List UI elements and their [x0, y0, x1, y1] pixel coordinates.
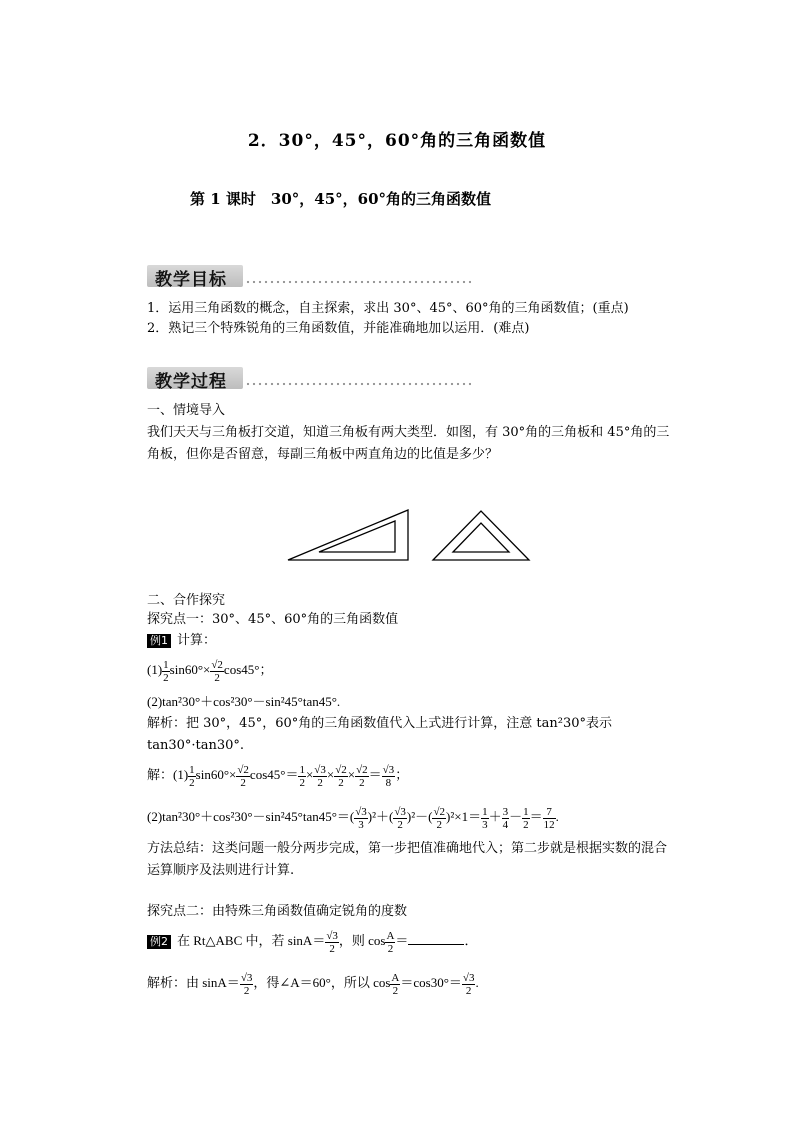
goal-item-1: 1．运用三角函数的概念，自主探索，求出 30°、45°、60°角的三角函数值；(重点): [147, 301, 629, 316]
example1-heading: [147, 632, 216, 650]
analysis-2: 解析：由 sinA＝ $\frac{√3}{2}$ ，得∠A＝60°，所以 cos $\frac{A}{2}$ ＝cos30°＝ $\frac{√3}{2}$ .: [147, 971, 479, 997]
lesson-subtitle: 第 1 课时 30°，45°，60°角的三角函数值: [190, 190, 492, 208]
solution-1: 解：(1) $\frac{1}{2}$ sin60°× $\frac{√2}{2}$ cos45°＝ $\frac{1}{2}$ × $\frac{√3}{2}$ × $\frac{√2}{2}$ × $\frac{√2}{2}$ ＝ $\frac{√3}{8}$ ；: [147, 763, 409, 789]
example1-q1: (1) $\frac{1}{2}$ sin60°× $\frac{√2}{2}$ cos45°；: [147, 658, 273, 684]
triangle-45-icon: [433, 511, 529, 560]
section-banner-process: [147, 367, 473, 391]
triangle-30-icon: [288, 510, 408, 560]
banner-label: 教学目标: [155, 270, 227, 290]
section-banner-goals: [147, 265, 473, 289]
example1-q2: (2)tan²30°＋cos²30°－sin²45°tan45°.: [147, 694, 341, 709]
point2-heading: 探究点二：由特殊三角函数值确定锐角的度数: [147, 904, 408, 919]
banner-label: 教学过程: [155, 372, 227, 392]
analysis-1: 解析：把 30°，45°，60°角的三角函数值代入上式进行计算，注意 tan²30°表示 tan30°·tan30°.: [147, 716, 612, 753]
example-tag: 例1: [147, 634, 171, 648]
part1-paragraph: 我们天天与三角板打交道，知道三角板有两大类型．如图，有 30°角的三角板和 45°角的三角板，但你是否留意，每副三角板中两直角边的比值是多少？: [147, 425, 670, 462]
set-squares-figure: [285, 505, 545, 565]
part1-heading: 一、情境导入: [147, 403, 226, 418]
point1-heading: 探究点一：30°、45°、60°角的三角函数值: [147, 612, 399, 627]
answer-blank: [408, 944, 464, 945]
banner-dotted-rule: [245, 280, 471, 284]
example-tag: 例2: [147, 935, 171, 949]
solution-2: (2)tan²30°＋cos²30°－sin²45°tan45°＝( $\frac{√3}{3}$ )²＋( $\frac{√3}{2}$ )²－( $\frac{√2}{2}$ )²×1＝ $\frac{1}{3}$ ＋ $\frac{3}{4}$ － $\frac{1}{2}$ ＝ $\frac{7}{12}$ .: [147, 805, 559, 831]
example2-question: 例2 在 Rt△ABC 中，若 sinA＝ $\frac{√3}{2}$ ，则 cos $\frac{A}{2}$ ＝ ．: [147, 924, 477, 958]
goal-item-2: 2．熟记三个特殊锐角的三角函数值，并能准确地加以运用．(难点): [147, 321, 530, 336]
part2-heading: 二、合作探究: [147, 593, 226, 608]
banner-dotted-rule: [245, 382, 471, 386]
example-label: 计算：: [177, 633, 217, 648]
method-summary: 方法总结：这类问题一般分两步完成，第一步把值准确地代入；第二步就是根据实数的混合运算顺序及法则进行计算.: [147, 841, 668, 878]
page-title: 2．30°，45°，60°角的三角函数值: [247, 131, 547, 151]
